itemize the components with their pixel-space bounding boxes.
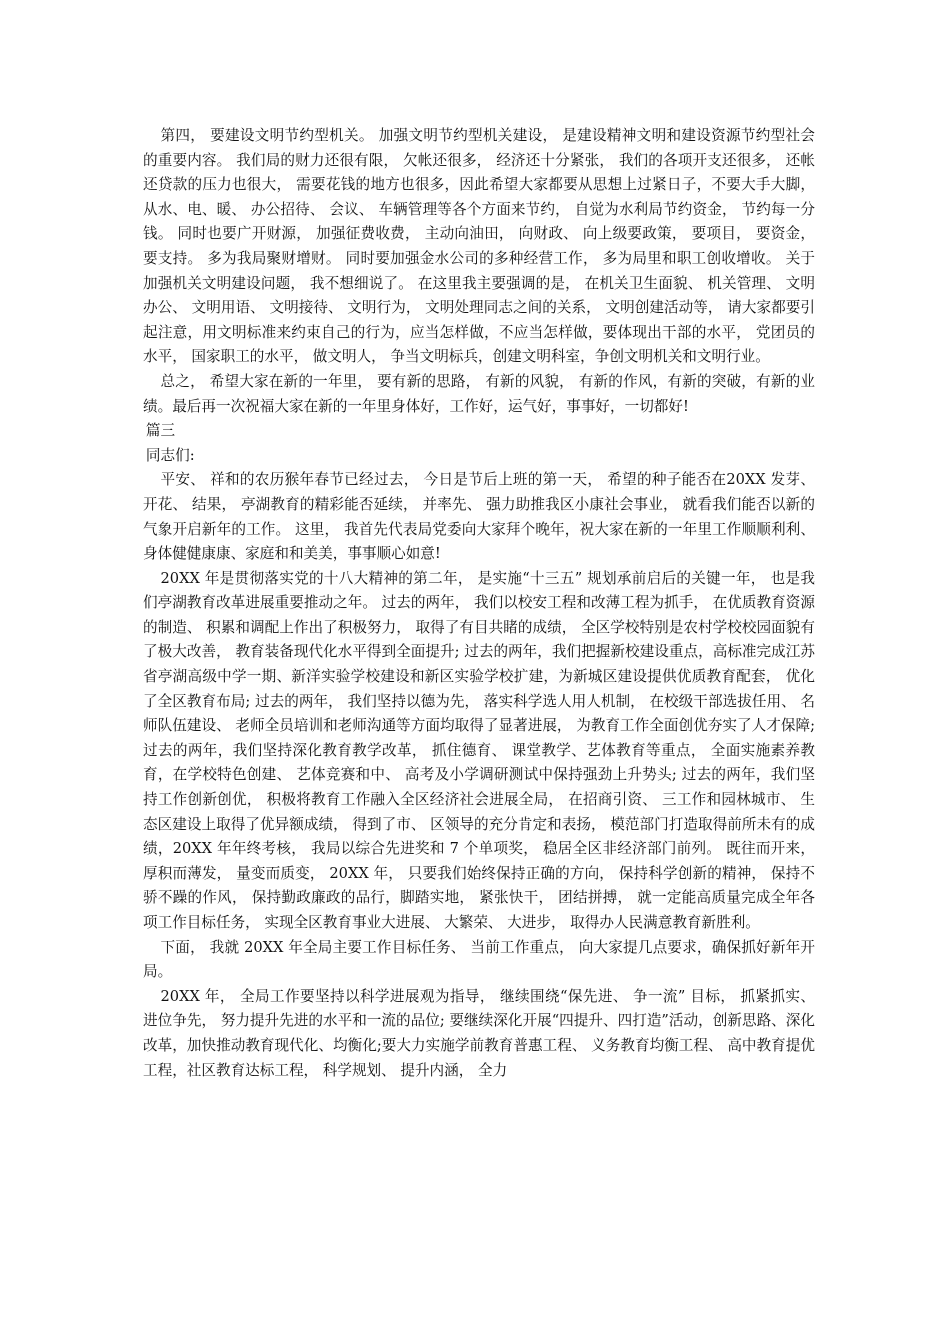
paragraph-opening: 平安、 祥和的农历猴年春节已经过去， 今日是节后上班的第一天， 希望的种子能否在20XX 发芽、 开花、 结果， 亭湖教育的精彩能否延续， 并率先、 强力助推我区小康社会事业， 就看我们能否以新的气象开启新年的工作。 这里， 我首先代表局党委向大家拜个晚年，祝大家在新的一年里工作顺顺利利、 身体健健康康、家庭和和美美，事事顺心如意! [143,471,815,563]
paragraph-conclusion: 总之， 希望大家在新的一年里， 要有新的思路， 有新的风貌， 有新的作风，有新的突破，有新的业绩。最后再一次祝福大家在新的一年里身体好，工作好，运气好，事事好，一切都好! [143,372,815,415]
salutation: 同志们: [145,446,195,464]
paragraph-transition: 下面， 我就 20XX 年全局主要工作目标任务、 当前工作重点， 向大家提几点要求，确保抓好新年开局。 [143,938,815,981]
paragraph-review: 20XX 年是贯彻落实党的十八大精神的第二年， 是实施“十三五” 规划承前启后的关键一年， 也是我们亭湖教育改革进展重要推动之年。 过去的两年， 我们以校安工程和改薄工程为抓手， 在优质教育资源的制造、 积累和调配上作出了积极努力， 取得了有目共睹的成绩， 全区学校特别是农村学校校园面貌有了极大改善， 教育装备现代化水平得到全面提升; 过去的两年，我们把握新校建设重点，高标准完成江苏省亭湖高级中学一期、新洋实验学校建设和新区实验学校扩建，为新城区建设提供优质教育配套， 优化了全区教育布局; 过去的两年， 我们坚持以德为先， 落实科学选人用人机制， 在校级干部选拔任用、 名师队伍建设、 老师全员培训和老师沟通等方面均取得了显著进展， 为教育工作全面创优夯实了人才保障; 过去的两年，我们坚持深化教育教学改革， 抓住德育、 课堂教学、艺体教育等重点， 全面实施素养教育，在学校特色创建、 艺体竞赛和中、 高考及小学调研测试中保持强劲上升势头; 过去的两年，我们坚持工作创新创优， 积极将教育工作融入全区经济社会进展全局， 在招商引资、 三工作和园林城市、 生态区建设上取得了优异额成绩， 得到了市、 区领导的充分肯定和表扬， 模范部门打造取得前所未有的成绩，20XX 年年终考核， 我局以综合先进奖和 7 个单项奖， 稳居全区非经济部门前列。 既往而开来， 厚积而薄发， 量变而质变， 20XX 年， 只要我们始终保持正确的方向， 保持科学创新的精神， 保持不骄不躁的作风， 保持勤政廉政的品行，脚踏实地， 紧张快干， 团结拼搏， 就一定能高质量完成全年各项工作目标任务， 实现全区教育事业大进展、 大繁荣、 大进步， 取得办人民满意教育新胜利。 [143,569,815,931]
paragraph-fourth-point: 第四， 要建设文明节约型机关。 加强文明节约型机关建设， 是建设精神文明和建设资源节约型社会的重要内容。 我们局的财力还很有限， 欠帐还很多， 经济还十分紧张， 我们的各项开支还很多， 还帐还贷款的压力也很大， 需要花钱的地方也很多，因此希望大家都要从思想上过紧日子，不要大手大脚，从水、电、暖、 办公招待、 会议、 车辆管理等各个方面来节约， 自觉为水利局节约资金， 节约每一分钱。 同时也要广开财源， 加强征费收费， 主动向油田， 向财政、 向上级要政策， 要项目， 要资金， 要支持。 多为我局聚财增财。 同时要加强金水公司的多种经营工作， 多为局里和职工创收增收。 关于加强机关文明建设问题， 我不想细说了。 在这里我主要强调的是， 在机关卫生面貌、 机关管理、 文明办公、 文明用语、 文明接待、 文明行为， 文明处理同志之间的关系， 文明创建活动等， 请大家都要引起注意，用文明标准来约束自己的行为，应当怎样做，不应当怎样做，要体现出干部的水平， 党团员的水平， 国家职工的水平， 做文明人， 争当文明标兵，创建文明科室，争创文明机关和文明行业。 [143,127,815,366]
paragraph-goals: 20XX 年， 全局工作要坚持以科学进展观为指导， 继续围绕“保先进、 争一流” 目标， 抓紧抓实、 进位争先， 努力提升先进的水平和一流的品位; 要继续深化开展“四提升、四打造”活动，创新思路、深化改革，加快推动教育现代化、均衡化;要大力实施学前教育普惠工程、 义务教育均衡工程、 高中教育提优工程，社区教育达标工程， 科学规划、 提升内涵， 全力 [143,987,815,1079]
section-heading: 篇三 [145,422,176,440]
document-page [143,124,815,1083]
